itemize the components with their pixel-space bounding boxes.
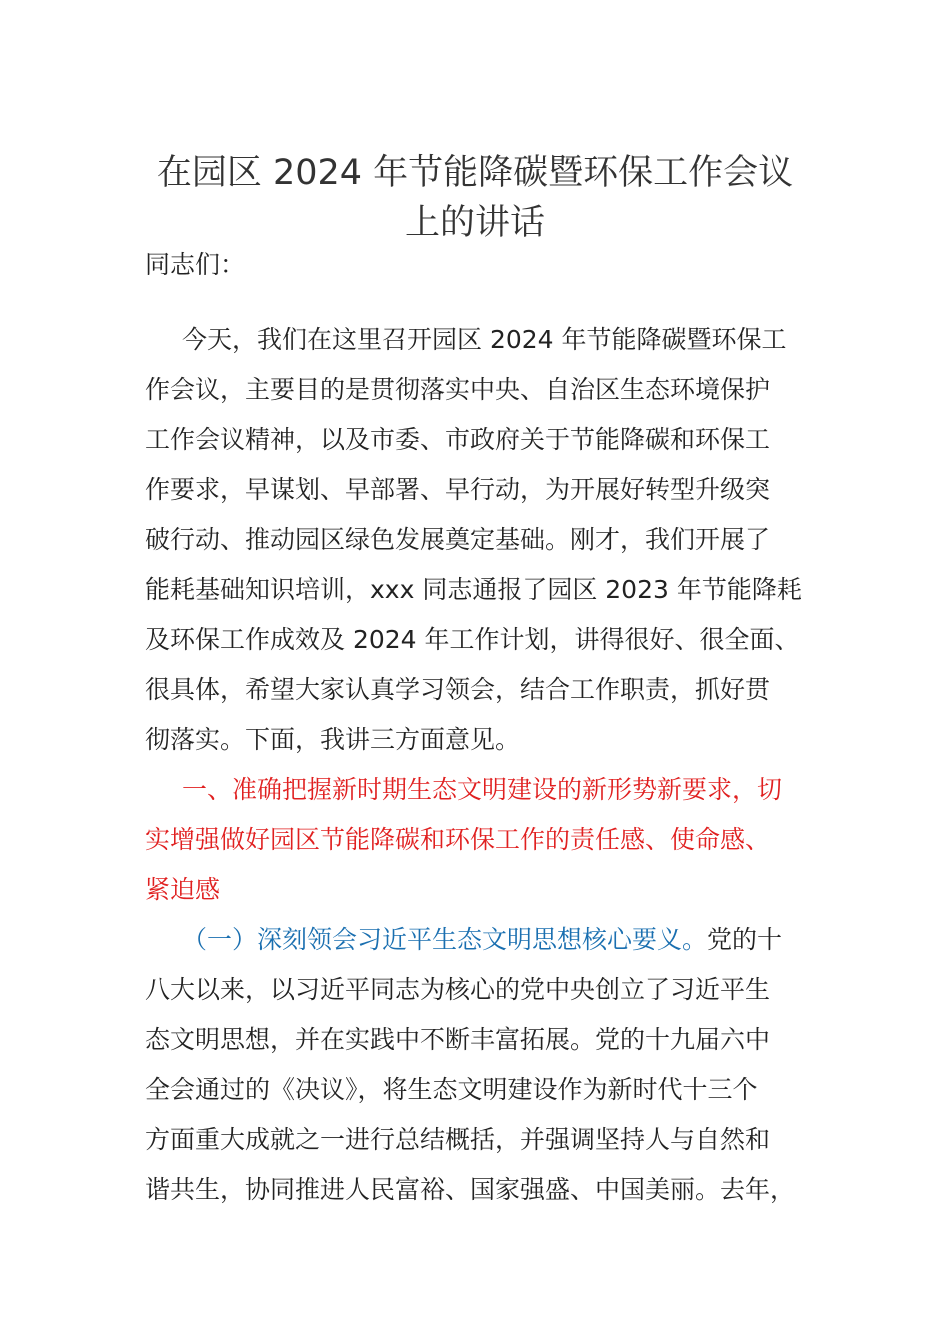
salutation: 同志们： xyxy=(145,250,246,279)
intro-line: 工作会议精神，以及市委、市政府关于节能降碳和环保工 xyxy=(145,425,771,454)
section-heading-line: 一、准确把握新时期生态文明建设的新形势新要求，切 xyxy=(182,775,783,804)
intro-line: 能耗基础知识培训，xxx 同志通报了园区 2023 年节能降耗 xyxy=(145,575,802,604)
subsection-body-line: 谐共生，协同推进人民富裕、国家强盛、中国美丽。去年， xyxy=(145,1175,796,1204)
subsection-first-line xyxy=(182,924,782,956)
intro-line: 破行动、推动园区绿色发展奠定基础。刚才，我们开展了 xyxy=(145,525,771,554)
subsection-body-line: 全会通过的《决议》，将生态文明建设作为新时代十三个 xyxy=(145,1075,758,1104)
section-heading-line: 紧迫感 xyxy=(145,875,221,904)
intro-line: 作要求，早谋划、早部署、早行动，为开展好转型升级突 xyxy=(145,475,771,504)
document-title-line-1: 在园区 2024 年节能降碳暨环保工作会议 xyxy=(156,153,794,193)
subsection-body-line: 方面重大成就之一进行总结概括，并强调坚持人与自然和 xyxy=(145,1125,771,1154)
subsection-body-line: 八大以来，以习近平同志为核心的党中央创立了习近平生 xyxy=(145,975,771,1004)
subsection-first-line-rest: 党的十 xyxy=(707,925,783,954)
section-heading-line: 实增强做好园区节能降碳和环保工作的责任感、使命感、 xyxy=(145,825,771,854)
intro-line: 很具体，希望大家认真学习领会，结合工作职责，抓好贯 xyxy=(145,675,771,704)
intro-line: 彻落实。下面，我讲三方面意见。 xyxy=(145,725,521,754)
intro-line: 及环保工作成效及 2024 年工作计划，讲得很好、很全面、 xyxy=(145,625,800,654)
intro-line: 作会议，主要目的是贯彻落实中央、自治区生态环境保护 xyxy=(145,375,771,404)
intro-line: 今天，我们在这里召开园区 2024 年节能降碳暨环保工 xyxy=(182,325,787,354)
document-title-line-2: 上的讲话 xyxy=(404,203,545,243)
subsection-body-line: 态文明思想，并在实践中不断丰富拓展。党的十九届六中 xyxy=(145,1025,771,1054)
subsection-heading: （一）深刻领会习近平生态文明思想核心要义。 xyxy=(182,925,708,954)
